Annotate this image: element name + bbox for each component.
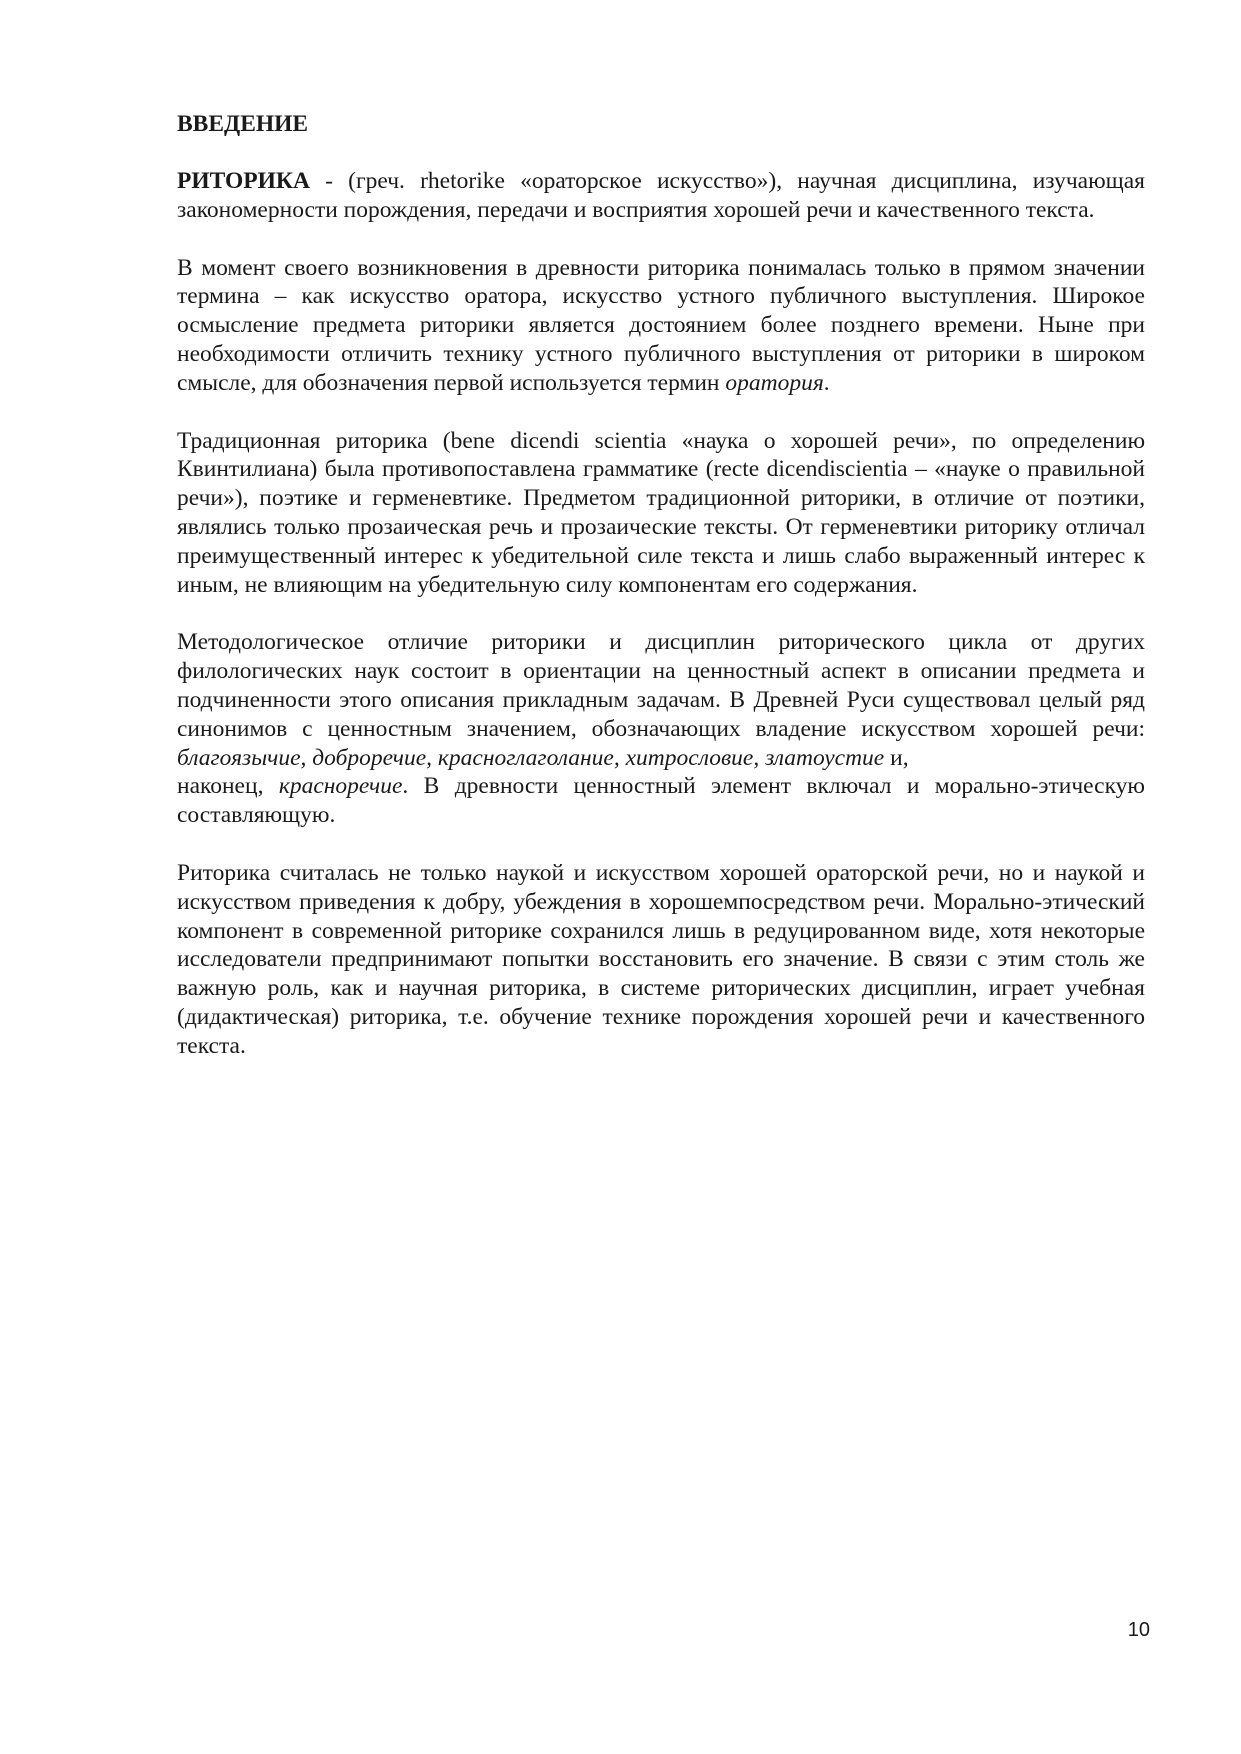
- paragraph-origin: [177, 254, 1145, 398]
- methodology-text-c: наконец,: [177, 773, 279, 800]
- term-oratory: оратория: [725, 369, 824, 396]
- synonyms-list: благоязычие, доброречие, красноглаголание, хитрословие, златоустие: [177, 744, 885, 771]
- traditional-text: Традиционная риторика (bene dicendi scientia «наука о хорошей речи», по определению Квинтилиана) была противопоставлена грамматике (recte dicendiscientia – «науке о правильной речи»), поэтике и герменевтике. Предметом традиционной риторики, в отличие от поэтики, являлись только прозаическая речь и прозаические тексты. От герменевтики риторику отличал преимущественный интерес к убедительной силе текста и лишь слабо выраженный интерес к иным, не влияющим на убедительную силу компонентам его содержания.: [177, 427, 1145, 598]
- methodology-text-a: Методологическое отличие риторики и дисциплин риторического цикла от других филологических наук состоит в ориентации на ценностный аспект в описании предмета и подчиненности этого описания прикладным задачам. В Древней Руси существовал целый ряд синонимов с ценностным значением, обозначающих владение искусством хорошей речи:: [177, 629, 1145, 742]
- document-body: [177, 110, 1145, 1090]
- paragraph-ethics: [177, 859, 1145, 1061]
- term-eloquence: красноречие: [278, 773, 403, 800]
- paragraph-methodology: [177, 628, 1145, 830]
- methodology-text-b: и,: [884, 744, 909, 771]
- paragraph-definition: [177, 167, 1145, 225]
- page-number: 10: [1127, 1619, 1150, 1641]
- definition-text: - (греч. rhetorike «ораторское искусство»), научная дисциплина, изучающая закономерности порождения, передачи и восприятия хорошей речи и качественного текста.: [177, 168, 1145, 223]
- methodology-text-d: . В древности ценностный элемент включал и морально-этическую составляющую.: [177, 773, 1145, 829]
- term-rhetoric: РИТОРИКА: [177, 168, 310, 194]
- section-heading: ВВЕДЕНИЕ: [177, 111, 309, 137]
- origin-text: В момент своего возникновения в древности риторика понималась только в прямом значении термина – как искусство оратора, искусство устного публичного выступления. Широкое осмысление предмета риторики является достоянием более позднего времени. Ныне при необходимости отличить технику устного публичного выступления от риторики в широком смысле, для обозначения первой используется термин: [177, 254, 1145, 396]
- paragraph-traditional: [177, 427, 1145, 600]
- origin-end: .: [823, 369, 830, 396]
- ethics-text: Риторика считалась не только наукой и искусством хорошей ораторской речи, но и наукой и искусством приведения к добру, убеждения в хорошемпосредством речи. Морально-этический компонент в современной риторике сохранился лишь в редуцированном виде, хотя некоторые исследователи предпринимают попытки восстановить его значение. В связи с этим столь же важную роль, как и научная риторика, в системе риторических дисциплин, играет учебная (дидактическая) риторика, т.е. обучение технике порождения хорошей речи и качественного текста.: [177, 859, 1145, 1059]
